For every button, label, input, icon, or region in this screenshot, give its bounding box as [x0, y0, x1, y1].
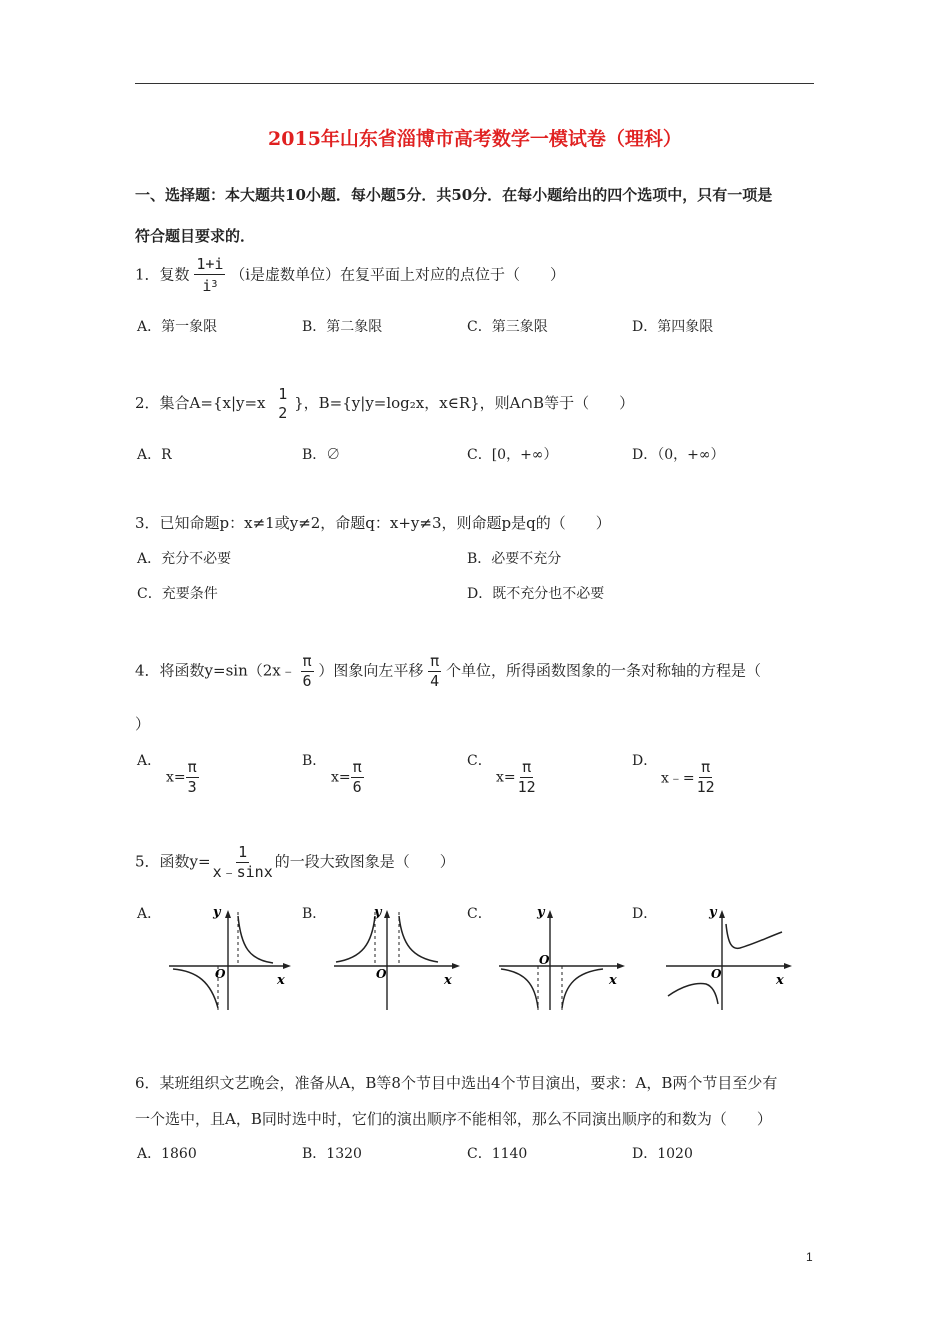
- graph-c-x-arrow: [617, 963, 625, 969]
- q4-option-d-expr: [661, 758, 717, 797]
- header-rule: [135, 83, 814, 84]
- q4-c-lhs: x=: [496, 769, 516, 786]
- q3-option-a: A．充分不必要: [137, 551, 232, 567]
- q4-c-num: π: [522, 758, 532, 776]
- graph-b-origin: O: [376, 967, 387, 981]
- q4-d-num: π: [701, 758, 711, 776]
- q3-option-d: D．既不充分也不必要: [467, 586, 605, 602]
- q4-f2-num: π: [430, 652, 440, 670]
- q1-option-a: A．第一象限: [137, 319, 218, 335]
- graph-a-x-arrow: [283, 963, 291, 969]
- q4-option-c-expr: [496, 758, 538, 797]
- q2-option-b: B．∅: [302, 447, 341, 463]
- q4-suffix: 个单位，所得函数图象的一条对称轴的方程是（: [445, 661, 761, 680]
- graph-c-x-label: x: [609, 973, 617, 988]
- graph-b-curve-left: [336, 916, 375, 962]
- graph-c-curve-left: [501, 969, 538, 1008]
- q4-f1-num: π: [302, 652, 312, 670]
- question-4: [135, 652, 761, 691]
- graph-b-x-label: x: [444, 973, 452, 988]
- q1-frac-den: i: [202, 277, 212, 295]
- q6-option-b: B．1320: [302, 1146, 362, 1162]
- q5-option-b-label: B．: [302, 906, 327, 922]
- q5-fraction: [211, 843, 275, 882]
- graph-b-y-arrow: [384, 910, 390, 918]
- q4-prefix: 4．将函数y=sin（2x﹣: [135, 661, 296, 680]
- graph-d-origin: O: [711, 967, 722, 981]
- q4-fraction-2: [428, 652, 441, 691]
- q5-graph-c: [495, 902, 630, 1014]
- q5-graph-a: [165, 902, 295, 1014]
- graph-b-x-arrow: [452, 963, 460, 969]
- q5-option-c-label: C．: [467, 906, 492, 922]
- question-5: [135, 843, 455, 882]
- q4-b-num: π: [352, 758, 362, 776]
- graph-d-curve-left: [668, 984, 718, 1005]
- q4-b-lhs: x=: [331, 769, 351, 786]
- q6-option-d: D．1020: [632, 1146, 693, 1162]
- q4-d-frac: [695, 758, 717, 797]
- question-2: [135, 385, 634, 423]
- page-number: 1: [806, 1250, 813, 1264]
- q4-b-den: 6: [352, 778, 362, 796]
- q4-f2-den: 4: [430, 672, 440, 690]
- q2-option-d: D．（0，+∞）: [632, 447, 725, 463]
- q2-exponent-fraction: [276, 385, 289, 423]
- q1-option-d: D．第四象限: [632, 319, 714, 335]
- section-instructions-line2: 符合题目要求的．: [135, 227, 256, 245]
- q4-d-lhs: x﹣=: [661, 770, 695, 787]
- q2-prefix: 2．集合A={x|y=x: [135, 394, 266, 412]
- q4-option-b-label: B．: [302, 753, 327, 769]
- q3-option-b: B．必要不充分: [467, 551, 562, 567]
- q5-suffix: 的一段大致图象是（ ）: [274, 852, 455, 871]
- q4-option-b-expr: [331, 758, 364, 797]
- q5-graph-d: [662, 902, 797, 1014]
- q4-b-frac: [351, 758, 364, 797]
- graph-b-y-label: y: [374, 905, 382, 920]
- graph-b-curve-right: [399, 916, 438, 962]
- question-1: [135, 255, 565, 296]
- q1-frac-exp: 3: [211, 279, 218, 290]
- q5-option-d-label: D．: [632, 906, 658, 922]
- q4-c-den: 12: [517, 778, 536, 796]
- graph-a-curve-right: [238, 916, 273, 963]
- q2-option-c: C．[0，+∞）: [467, 447, 558, 463]
- graph-c-y-label: y: [537, 905, 545, 920]
- q4-a-frac: [186, 758, 199, 797]
- q4-fraction-1: [301, 652, 314, 691]
- q6-option-c: C．1140: [467, 1146, 528, 1162]
- graph-d-curve-right: [726, 924, 782, 948]
- q6-option-a: A．1860: [137, 1146, 197, 1162]
- q2-suffix: }，B={y|y=log₂x，x∈R}，则A∩B等于（ ）: [294, 394, 635, 412]
- graph-a-y-arrow: [225, 910, 231, 918]
- q1-option-b: B．第二象限: [302, 319, 383, 335]
- q4-a-num: π: [187, 758, 197, 776]
- q5-prefix: 5．函数y=: [135, 852, 211, 871]
- q4-option-c-label: C．: [467, 753, 492, 769]
- q4-c-frac: [516, 758, 538, 797]
- q4-f1-den: 6: [302, 672, 312, 690]
- q5-frac-den: x﹣sinx: [212, 863, 273, 881]
- q4-middle: ）图象向左平移: [318, 661, 424, 680]
- graph-c-origin: O: [539, 953, 550, 967]
- q1-suffix: （i是虚数单位）在复平面上对应的点位于（ ）: [230, 265, 566, 284]
- graph-c-y-arrow: [547, 910, 553, 918]
- q2-exp-den: 2: [278, 404, 288, 422]
- question-6-line2: 一个选中，且A，B同时选中时，它们的演出顺序不能相邻，那么不同演出顺序的和数为（ ）: [135, 1110, 772, 1128]
- q3-option-c: C．充要条件: [137, 586, 218, 602]
- graph-a-origin: O: [215, 967, 226, 981]
- graph-a-y-label: y: [213, 905, 221, 920]
- q1-frac-num: 1+i: [196, 255, 224, 273]
- q5-option-a-label: A．: [137, 906, 162, 922]
- q1-prefix: 1．复数: [135, 265, 190, 284]
- question-3: 3．已知命题p：x≠1或y≠2，命题q：x+y≠3，则命题p是q的（ ）: [135, 514, 611, 532]
- graph-d-y-label: y: [709, 905, 717, 920]
- q5-graph-b: [330, 902, 465, 1014]
- graph-a-x-label: x: [277, 973, 285, 988]
- q4-option-d-label: D．: [632, 753, 658, 769]
- q2-exp-num: 1: [278, 385, 288, 403]
- q4-d-den: 12: [696, 778, 715, 796]
- page-title: 2015年山东省淄博市高考数学一模试卷（理科）: [268, 128, 682, 150]
- q2-option-a: A．R: [137, 447, 172, 463]
- graph-d-y-arrow: [719, 910, 725, 918]
- q4-option-a-label: A．: [137, 753, 162, 769]
- section-instructions-line1: 一、选择题：本大题共10小题．每小题5分．共50分．在每小题给出的四个选项中，只有一项是: [135, 186, 773, 204]
- graph-c-curve-right: [562, 969, 603, 1008]
- q5-frac-num: 1: [238, 843, 248, 861]
- graph-d-x-label: x: [776, 973, 784, 988]
- q4-a-den: 3: [187, 778, 197, 796]
- q4-option-a-expr: [166, 758, 199, 797]
- graph-d-x-arrow: [784, 963, 792, 969]
- graph-a-curve-left: [173, 969, 218, 1008]
- q4-line2: ）: [135, 715, 151, 733]
- q1-fraction: [194, 255, 225, 296]
- question-6-line1: 6．某班组织文艺晚会，准备从A，B等8个节目中选出4个节目演出，要求：A，B两个节目至少有: [135, 1074, 778, 1092]
- q4-a-lhs: x=: [166, 769, 186, 786]
- q1-option-c: C．第三象限: [467, 319, 548, 335]
